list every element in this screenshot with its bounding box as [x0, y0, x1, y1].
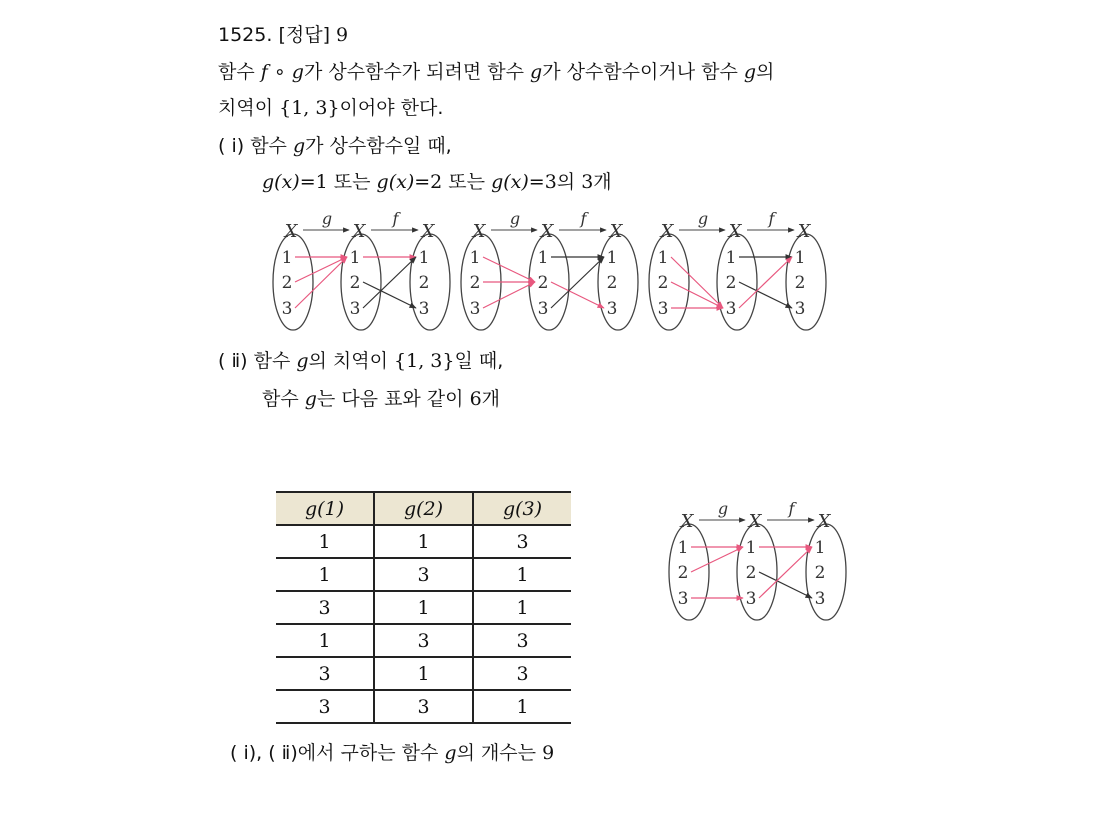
- map-label: f: [768, 209, 775, 228]
- table-row: [276, 525, 571, 558]
- set-element: 3: [745, 589, 757, 609]
- problem-heading: [218, 26, 348, 45]
- g-values-table: [276, 491, 571, 724]
- set-ellipse: [737, 524, 777, 620]
- answer-tag: [정답]: [278, 24, 330, 46]
- math-g: g: [743, 61, 757, 83]
- set-element: 1: [677, 538, 689, 558]
- example-mapping-svg: [660, 494, 870, 634]
- case-1-conditions: [262, 173, 612, 192]
- set-element: 3: [281, 299, 293, 319]
- element-arrow: [671, 257, 723, 308]
- table-cell: 3: [374, 690, 473, 723]
- set-ellipse: [410, 234, 450, 330]
- text: 의 치역이: [308, 350, 395, 372]
- case-2-line-2: [262, 390, 500, 409]
- set-ellipse: [598, 234, 638, 330]
- math-arg: (x): [503, 171, 529, 193]
- math-g: g: [292, 135, 306, 157]
- map-label: g: [717, 499, 729, 518]
- set-element: 1: [537, 248, 549, 268]
- set-label: X: [284, 221, 298, 242]
- table-header: g(1): [276, 492, 374, 525]
- table-cell: 3: [276, 690, 374, 723]
- text: 의: [556, 171, 582, 193]
- text: 의: [756, 61, 775, 83]
- range-set: {1, 3}: [394, 350, 455, 372]
- table-header-row: [276, 492, 571, 525]
- set-element: 3: [606, 299, 618, 319]
- text: 가 상수함수일 때,: [305, 135, 452, 157]
- map-label: g: [321, 209, 333, 228]
- set-ellipse: [717, 234, 757, 330]
- mapping-diagrams-svg: [268, 204, 836, 334]
- table-header: g(2): [374, 492, 473, 525]
- intro-line-2: [218, 99, 443, 118]
- table-cell: 3: [473, 624, 571, 657]
- table-cell: 3: [473, 657, 571, 690]
- table-cell: 1: [374, 591, 473, 624]
- table-cell: 3: [374, 624, 473, 657]
- set-ellipse: [341, 234, 381, 330]
- set-element: 2: [725, 273, 737, 293]
- table-cell: 1: [276, 525, 374, 558]
- set-label: X: [352, 221, 366, 242]
- set-element: 3: [537, 299, 549, 319]
- map-label: f: [392, 209, 399, 228]
- set-element: 3: [794, 299, 806, 319]
- constant-function-diagrams: [268, 204, 836, 338]
- map-label: g: [509, 209, 521, 228]
- case-1-title: [218, 137, 452, 156]
- set-element: 2: [677, 563, 689, 583]
- text: 또는: [327, 171, 377, 193]
- set-element: 1: [606, 248, 618, 268]
- set-element: 3: [725, 299, 737, 319]
- set-element: 2: [469, 273, 481, 293]
- set-label: X: [680, 511, 694, 532]
- math-g: g: [530, 61, 543, 83]
- text: 이어야 한다.: [339, 97, 444, 119]
- element-arrow: [295, 257, 347, 282]
- table-cell: 1: [374, 657, 473, 690]
- set-label: X: [609, 221, 623, 242]
- math-g: g: [376, 171, 389, 193]
- set-element: 3: [814, 589, 826, 609]
- table-cell: 3: [276, 591, 374, 624]
- example-mapping-diagram: [660, 494, 870, 638]
- table-cell: 1: [276, 624, 374, 657]
- set-label: X: [728, 221, 742, 242]
- math-g: g: [262, 171, 275, 193]
- element-arrow: [483, 282, 535, 308]
- element-arrow: [551, 257, 604, 308]
- table-cell: 3: [374, 558, 473, 591]
- set-element: 1: [794, 248, 806, 268]
- element-arrow: [759, 572, 812, 598]
- table-cell: 3: [276, 657, 374, 690]
- map-label: g: [697, 209, 709, 228]
- set-ellipse: [273, 234, 313, 330]
- element-arrow: [551, 282, 604, 308]
- table-header: g(3): [473, 492, 571, 525]
- set-element: 2: [657, 273, 669, 293]
- set-element: 2: [418, 273, 430, 293]
- math-g: g: [491, 171, 504, 193]
- set-label: X: [817, 511, 831, 532]
- text: 함수: [262, 388, 305, 410]
- map-label: f: [788, 499, 795, 518]
- math-arg: (x): [388, 171, 415, 193]
- set-element: 2: [281, 273, 293, 293]
- math-g: g: [444, 742, 457, 764]
- set-label: X: [748, 511, 762, 532]
- set-element: 1: [745, 538, 757, 558]
- set-element: 1: [657, 248, 669, 268]
- text: 일 때,: [454, 350, 504, 372]
- element-arrow: [739, 257, 792, 308]
- text: 의 개수는: [456, 742, 543, 764]
- table-cell: 3: [473, 525, 571, 558]
- text: 개: [593, 171, 612, 193]
- set-element: 3: [677, 589, 689, 609]
- text: 가 상수함수가 되려면 함수: [303, 61, 531, 83]
- element-arrow: [671, 282, 723, 308]
- text: ( ⅰ), ( ⅱ)에서 구하는 함수: [230, 742, 445, 764]
- math-value: =1: [299, 171, 328, 193]
- element-arrow: [295, 257, 347, 308]
- set-ellipse: [786, 234, 826, 330]
- case-2-title: [218, 352, 503, 371]
- table-cell: 1: [473, 591, 571, 624]
- element-arrow: [363, 282, 416, 308]
- table-row: [276, 690, 571, 723]
- text: 함수: [250, 135, 293, 157]
- set-element: 3: [469, 299, 481, 319]
- table-row: [276, 558, 571, 591]
- set-element: 3: [657, 299, 669, 319]
- table-cell: 1: [276, 558, 374, 591]
- set-label: X: [421, 221, 435, 242]
- text: 치역이: [218, 97, 280, 119]
- math-g: g: [296, 350, 309, 372]
- element-arrow: [363, 257, 416, 308]
- final-count: 9: [542, 742, 555, 764]
- set-label: X: [660, 221, 674, 242]
- element-arrow: [691, 547, 743, 572]
- text: 함수: [253, 350, 297, 372]
- set-label: X: [540, 221, 554, 242]
- math-f: f: [260, 61, 268, 83]
- set-element: 2: [814, 563, 826, 583]
- element-arrow: [739, 282, 792, 308]
- set-element: 2: [537, 273, 549, 293]
- count-value: 6: [469, 388, 482, 410]
- range-set: {1, 3}: [279, 97, 340, 119]
- set-element: 1: [349, 248, 361, 268]
- case-label: ( ⅱ): [218, 350, 254, 372]
- table-row: [276, 591, 571, 624]
- conclusion: [230, 744, 554, 763]
- element-arrow: [483, 257, 535, 282]
- set-element: 1: [814, 538, 826, 558]
- math-value: =2: [414, 171, 443, 193]
- set-element: 1: [725, 248, 737, 268]
- set-element: 2: [745, 563, 757, 583]
- map-label: f: [580, 209, 587, 228]
- table-cell: 1: [473, 558, 571, 591]
- set-element: 2: [794, 273, 806, 293]
- case-label: ( ⅰ): [218, 135, 251, 157]
- answer-value: 9: [336, 24, 349, 46]
- text: 또는: [442, 171, 492, 193]
- math-value: =3: [528, 171, 557, 193]
- text: 개: [481, 388, 501, 410]
- set-element: 3: [349, 299, 361, 319]
- set-element: 2: [349, 273, 361, 293]
- set-ellipse: [806, 524, 846, 620]
- table-cell: 1: [374, 525, 473, 558]
- text: 는 다음 표와 같이: [316, 388, 470, 410]
- set-element: 1: [418, 248, 430, 268]
- text: 함수: [218, 61, 261, 83]
- set-ellipse: [669, 524, 709, 620]
- element-arrow: [759, 547, 812, 598]
- table-cell: 1: [473, 690, 571, 723]
- math-arg: (x): [274, 171, 300, 193]
- set-element: 2: [606, 273, 618, 293]
- set-element: 1: [469, 248, 481, 268]
- set-element: 3: [418, 299, 430, 319]
- set-ellipse: [649, 234, 689, 330]
- text: 가 상수함수이거나 함수: [542, 61, 744, 83]
- compose-symbol: ∘: [267, 61, 292, 83]
- set-element: 1: [281, 248, 293, 268]
- intro-line-1: [218, 63, 774, 82]
- table-row: [276, 624, 571, 657]
- math-g: g: [304, 388, 317, 410]
- set-label: X: [797, 221, 811, 242]
- table-row: [276, 657, 571, 690]
- set-label: X: [472, 221, 486, 242]
- count-value: 3: [581, 171, 594, 193]
- problem-number: 1525.: [218, 24, 273, 46]
- math-g: g: [291, 61, 304, 83]
